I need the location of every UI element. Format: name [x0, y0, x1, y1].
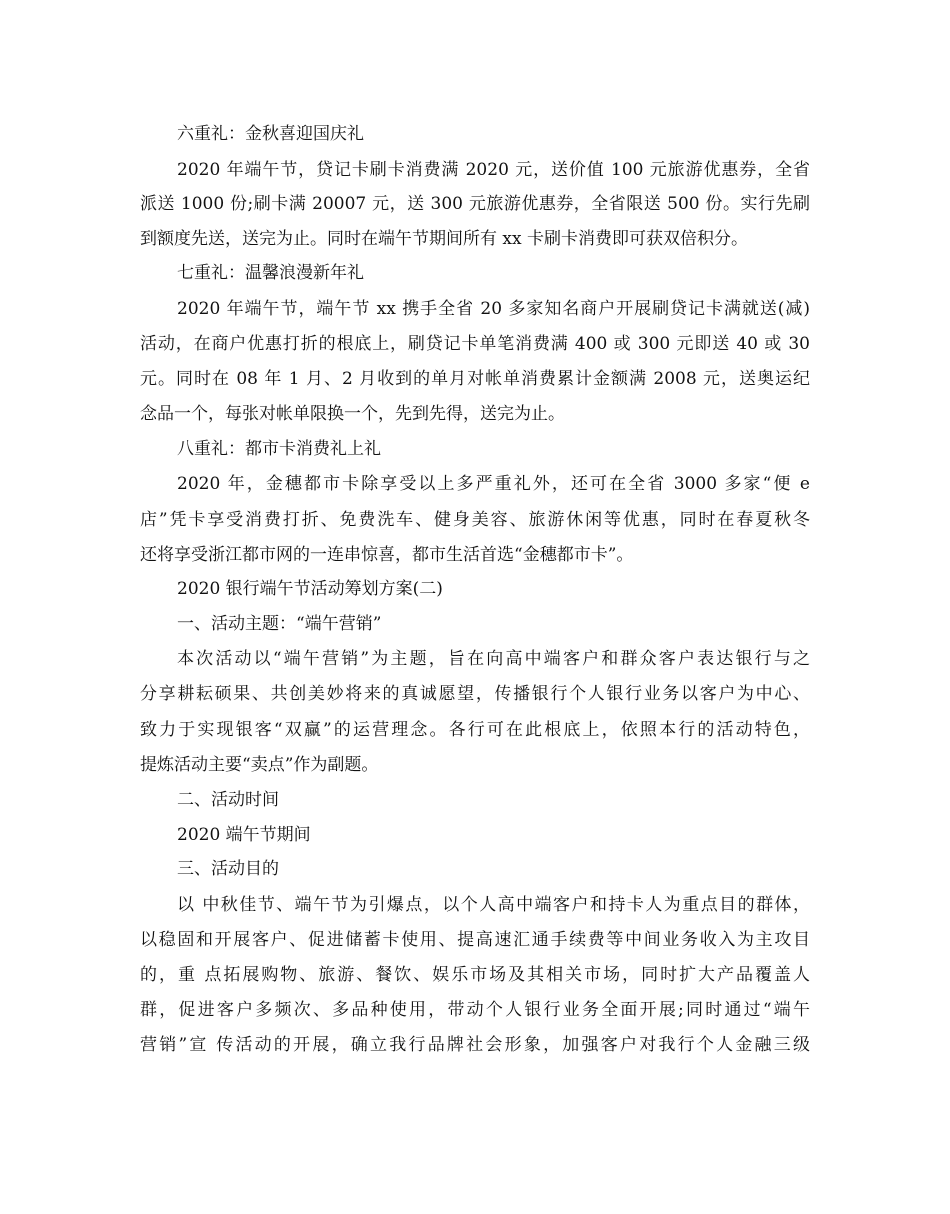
paragraph-line: 的，重 点拓展购物、旅游、餐饮、娱乐市场及其相关市场，同时扩大产品覆盖人 [140, 965, 810, 985]
heading-gift-6: 六重礼：金秋喜迎国庆礼 [177, 124, 364, 144]
paragraph-line: 营销”宣 传活动的开展，确立我行品牌社会形象，加强客户对我行个人金融三级 [140, 1035, 810, 1055]
paragraph-line: 本次活动以“端午营销”为主题，旨在向高中端客户和群众客户表达银行与之 [177, 649, 810, 669]
paragraph-line: 念品一个，每张对帐单限换一个，先到先得，送完为止。 [140, 404, 565, 424]
section-heading-goal: 三、活动目的 [177, 859, 279, 879]
section-heading-time: 二、活动时间 [177, 790, 279, 810]
paragraph-line: 2020 端午节期间 [177, 825, 311, 845]
paragraph-line: 致力于实现银客“双赢”的运营理念。各行可在此根底上，依照本行的活动特色， [140, 720, 810, 740]
heading-gift-7: 七重礼：温馨浪漫新年礼 [177, 263, 364, 283]
paragraph-line: 还将享受浙江都市网的一连串惊喜，都市生活首选“金穗都市卡”。 [140, 545, 634, 565]
section-title: 2020 银行端午节活动筹划方案(二) [177, 579, 443, 599]
paragraph-line: 以 中秋佳节、端午节为引爆点，以个人高中端客户和持卡人为重点目的群体， [177, 895, 810, 915]
paragraph-line: 2020 年端午节，端午节 xx 携手全省 20 多家知名商户开展刷贷记卡满就送(减) [177, 299, 810, 319]
paragraph-line: 活动，在商户优惠打折的根底上，刷贷记卡单笔消费满 400 或 300 元即送 40 或 30 [140, 334, 810, 354]
paragraph-line: 以稳固和开展客户、促进储蓄卡使用、提高速汇通手续费等中间业务收入为主攻目 [140, 930, 810, 950]
section-heading-theme: 一、活动主题：“端午营销” [177, 614, 382, 634]
paragraph-line: 店”凭卡享受消费打折、免费洗车、健身美容、旅游休闲等优惠，同时在春夏秋冬 [140, 510, 810, 530]
paragraph-line: 到额度先送，送完为止。同时在端午节期间所有 xx 卡刷卡消费即可获双倍积分。 [140, 229, 748, 249]
paragraph-line: 分享耕耘硕果、共创美妙将来的真诚愿望，传播银行个人银行业务以客户为中心、 [140, 684, 810, 704]
paragraph-line: 元。同时在 08 年 1 月、2 月收到的单月对帐单消费累计金额满 2008 元，送奥运纪 [140, 369, 810, 389]
paragraph-line: 派送 1000 份;刷卡满 20007 元，送 300 元旅游优惠券，全省限送 500 份。实行先刷 [140, 194, 810, 214]
paragraph-line: 群，促进客户多频次、多品种使用，带动个人银行业务全面开展;同时通过“端午 [140, 1000, 810, 1020]
paragraph-line: 2020 年，金穗都市卡除享受以上多严重礼外，还可在全省 3000 多家“便 e [177, 474, 810, 494]
heading-gift-8: 八重礼：都市卡消费礼上礼 [177, 439, 381, 459]
paragraph-line: 2020 年端午节，贷记卡刷卡消费满 2020 元，送价值 100 元旅游优惠券，全省 [177, 160, 810, 180]
paragraph-line: 提炼活动主要“卖点”作为副题。 [140, 755, 379, 775]
